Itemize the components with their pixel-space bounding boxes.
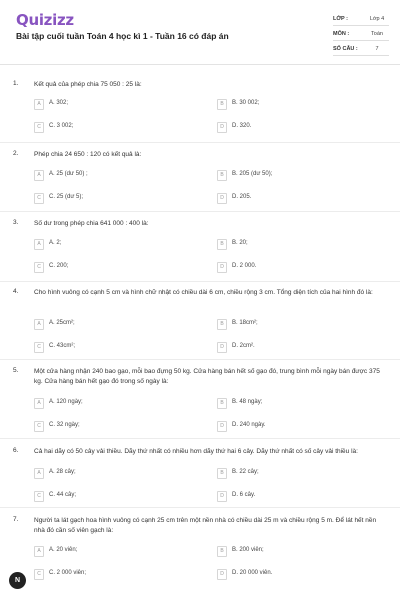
option-letter-box: A	[34, 319, 44, 330]
question-divider	[0, 438, 400, 439]
option-text: D. 20 000 viên.	[232, 570, 273, 576]
option-text: C. 44 cây;	[49, 492, 77, 498]
question-text: Kết quả của phép chia 75 050 : 25 là:	[34, 81, 142, 88]
option-text: C. 25 (dư 5);	[49, 194, 84, 200]
option-b[interactable]	[217, 398, 357, 410]
option-text: B. 205 (dư 50);	[232, 171, 273, 177]
option-text: A. 2;	[49, 240, 62, 246]
question-text: Một cửa hàng nhận 240 bao gạo, mỗi bao đựng 50 kg. Cửa hàng bán hết số gạo đó, trung bình mỗi ngày bán được 375 kg. Cửa hàng bán hết gạo đó trong số ngày là:	[34, 368, 380, 385]
question-number: 5.	[13, 367, 19, 374]
option-c[interactable]	[34, 342, 174, 354]
question-number: 7.	[13, 516, 19, 523]
option-d[interactable]	[217, 262, 357, 274]
option-text: A. 28 cây;	[49, 469, 76, 475]
option-letter-box: D	[217, 569, 227, 580]
option-text: A. 120 ngày;	[49, 399, 83, 405]
meta-divider	[333, 40, 389, 41]
option-text: C. 32 ngày;	[49, 422, 80, 428]
option-text: B. 200 viên;	[232, 547, 264, 553]
question-number: 6.	[13, 447, 19, 454]
option-d[interactable]	[217, 569, 357, 581]
option-a[interactable]	[34, 170, 174, 182]
option-c[interactable]	[34, 122, 174, 134]
option-c[interactable]	[34, 193, 174, 205]
option-letter-box: D	[217, 262, 227, 273]
option-text: A. 25 (dư 50) ;	[49, 171, 88, 177]
question-number: 4.	[13, 288, 19, 295]
option-text: A. 20 viên;	[49, 547, 78, 553]
meta-divider	[333, 55, 389, 56]
meta-grade-value: Lớp 4	[369, 16, 385, 22]
option-letter-box: B	[217, 239, 227, 250]
question-divider	[0, 507, 400, 508]
option-b[interactable]	[217, 319, 357, 331]
question-text: Cho hình vuông có cạnh 5 cm và hình chữ nhật có chiều dài 6 cm, chiều rộng 3 cm. Tổng diện tích của hai hình đó là:	[34, 289, 373, 296]
option-letter-box: D	[217, 122, 227, 133]
option-a[interactable]	[34, 99, 174, 111]
option-b[interactable]	[217, 99, 357, 111]
meta-divider	[333, 25, 389, 26]
option-text: D. 6 cây.	[232, 492, 256, 498]
question-text: Số dư trong phép chia 641 000 : 400 là:	[34, 220, 149, 227]
option-d[interactable]	[217, 421, 357, 433]
option-letter-box: B	[217, 468, 227, 479]
meta-count-value: 7	[375, 46, 379, 52]
option-text: C. 2 000 viên;	[49, 570, 87, 576]
option-letter-box: C	[34, 262, 44, 273]
option-letter-box: A	[34, 239, 44, 250]
option-c[interactable]	[34, 491, 174, 503]
quizizz-logo: Quizizz	[16, 11, 74, 29]
option-a[interactable]	[34, 239, 174, 251]
question-divider	[0, 142, 400, 143]
option-a[interactable]	[34, 398, 174, 410]
option-letter-box: A	[34, 398, 44, 409]
option-text: B. 22 cây;	[232, 469, 259, 475]
option-letter-box: D	[217, 491, 227, 502]
option-letter-box: D	[217, 342, 227, 353]
option-a[interactable]	[34, 319, 174, 331]
question-text: Người ta lát gạch hoa hình vuông có cạnh 25 cm trên một nền nhà có chiều dài 25 m và chiều rộng 5 m. Để lát hết nền nhà đó cần số viên gạch là:	[34, 517, 377, 534]
option-text: D. 2 000.	[232, 263, 257, 269]
option-text: D. 2cm².	[232, 343, 255, 349]
option-text: B. 18cm²;	[232, 320, 258, 326]
option-letter-box: C	[34, 122, 44, 133]
option-d[interactable]	[217, 193, 357, 205]
option-letter-box: B	[217, 398, 227, 409]
option-text: C. 3 002;	[49, 123, 74, 129]
option-letter-box: B	[217, 319, 227, 330]
question-text: Cả hai dãy có 50 cây vải thiều. Dãy thứ nhất có nhiều hơn dãy thứ hai 6 cây. Dãy thứ nhất có số cây vải thiều là:	[34, 448, 358, 455]
option-letter-box: A	[34, 468, 44, 479]
question-divider	[0, 211, 400, 212]
question-number: 1.	[13, 80, 19, 87]
option-text: D. 320.	[232, 123, 252, 129]
meta-subject-value: Toán	[371, 31, 383, 37]
option-d[interactable]	[217, 122, 357, 134]
option-text: B. 48 ngày;	[232, 399, 263, 405]
option-a[interactable]	[34, 546, 174, 558]
option-c[interactable]	[34, 421, 174, 433]
option-letter-box: A	[34, 99, 44, 110]
option-text: B. 30 002;	[232, 100, 260, 106]
question-number: 3.	[13, 219, 19, 226]
question-number: 2.	[13, 150, 19, 157]
worksheet-title: Bài tập cuối tuần Toán 4 học kì 1 - Tuần 16 có đáp án	[16, 31, 229, 41]
option-text: B. 20;	[232, 240, 248, 246]
option-text: C. 200;	[49, 263, 69, 269]
option-b[interactable]	[217, 170, 357, 182]
option-letter-box: B	[217, 546, 227, 557]
option-text: C. 43cm²;	[49, 343, 76, 349]
option-text: D. 240 ngày.	[232, 422, 266, 428]
option-b[interactable]	[217, 239, 357, 251]
option-d[interactable]	[217, 491, 357, 503]
option-letter-box: B	[217, 170, 227, 181]
option-letter-box: C	[34, 569, 44, 580]
meta-count-label: SỐ CÂU :	[333, 46, 358, 52]
option-a[interactable]	[34, 468, 174, 480]
option-letter-box: C	[34, 342, 44, 353]
worksheet-header	[0, 0, 400, 65]
option-letter-box: B	[217, 99, 227, 110]
option-letter-box: C	[34, 421, 44, 432]
option-text: A. 302;	[49, 100, 69, 106]
question-text: Phép chia 24 650 : 120 có kết quả là:	[34, 151, 142, 158]
option-text: D. 205.	[232, 194, 252, 200]
meta-grade-label: LỚP :	[333, 16, 348, 22]
option-letter-box: D	[217, 193, 227, 204]
option-letter-box: C	[34, 193, 44, 204]
option-text: A. 25cm²;	[49, 320, 75, 326]
option-d[interactable]	[217, 342, 357, 354]
option-c[interactable]	[34, 262, 174, 274]
option-b[interactable]	[217, 468, 357, 480]
option-letter-box: D	[217, 421, 227, 432]
option-letter-box: A	[34, 546, 44, 557]
floating-action-button[interactable]: N	[9, 572, 26, 589]
option-b[interactable]	[217, 546, 357, 558]
question-divider	[0, 359, 400, 360]
meta-subject-label: MÔN :	[333, 31, 350, 37]
question-divider	[0, 281, 400, 282]
option-letter-box: C	[34, 491, 44, 502]
option-c[interactable]	[34, 569, 174, 581]
option-letter-box: A	[34, 170, 44, 181]
